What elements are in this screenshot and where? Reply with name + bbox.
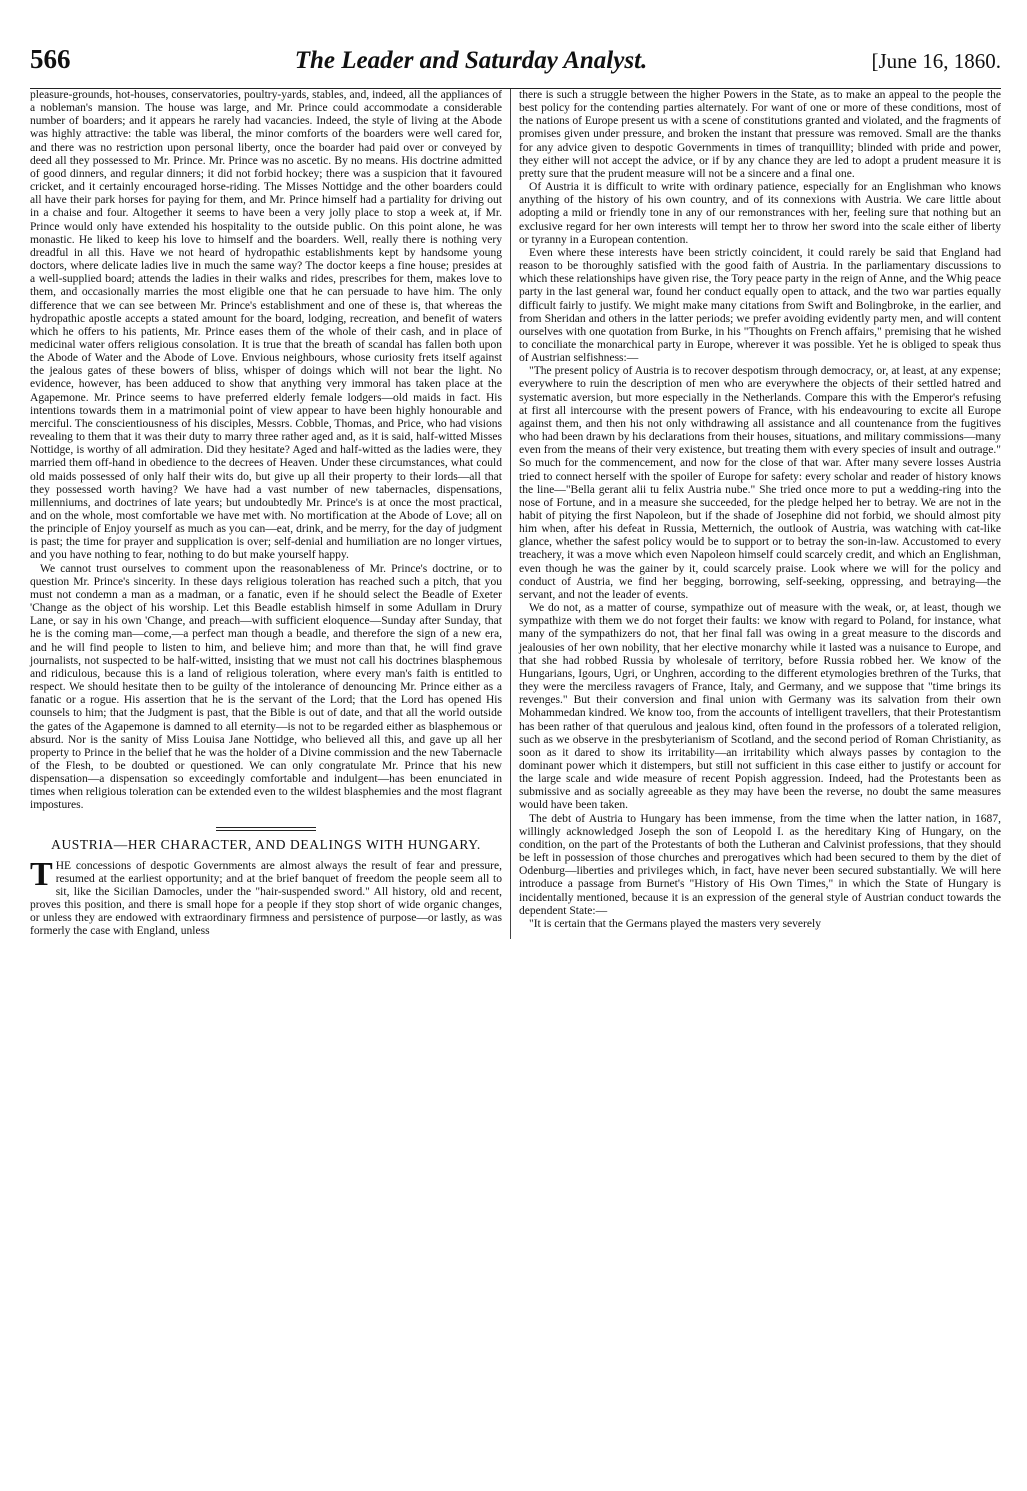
masthead (30, 44, 1001, 84)
quoted-paragraph: "It is certain that the Germans played the masters very severely (529, 917, 821, 930)
article-lead-paragraph (30, 855, 502, 939)
body-paragraph: We cannot trust ourselves to comment upon the reasonableness of Mr. Prince's doctrine, or to question Mr. Prince's sincerity. In these days religious toleration has reached such a pitch, that you must not condemn a man as a madman, or a fanatic, even if he should select the Beadle of Exeter 'Change as the object of his worship. Let this Beadle establish himself in some Adullam in Drury Lane, or say in his own 'Change, and preach—with sufficient eloquence—Sunday after Sunday, that he is the coming man—come,—a perfect man though a beadle, and therefore the sign of a new era, and he will find people to listen to him, and believe him; and more than that, he will find grave journalists, not suspected to be half-witted, insisting that we must not call his doctrines blasphemous and ridiculous, because this is a land of religious toleration, where every man's faith is entitled to respect. We should hesitate then to be guilty of the intolerance of denouncing Mr. Prince either as a fanatic or a rogue. His assertion that he is the servant of the Lord; that the Lord has opened His counsels to him; that the Judgment is past, that the Bible is out of date, and that all the world outside the gates of the Agapemone is damned to all eternity—is not to be regarded either as blasphemous or absurd. Nor is the sanity of Miss Louisa Jane Nottidge, who believed all this, and gave up all her property to Prince in the belief that he was the holder of a Divine commission and the new Tabernacle of the Flesh, to be doubted or questioned. We can only congratulate Mr. Prince that his new dispensation—a dispensation so exceedingly comfortable and indulgent—has been enunciated in times when religious toleration can be extended even to the wildest blasphemies and the most flagrant impostures. (30, 562, 502, 812)
article-lead-text: HE concessions of despotic Governments are almost always the result of fear and pressure, resumed at the earliest opportunity; and at the brief banquet of freedom the people seem all to sit, like the Sicilian Damocles, under the "hair-suspended sword." All history, old and recent, proves this position, and there is small hope for a people if they stop short of wide organic changes, or unless they are endowed with extraordinary firmness and persistence of purpose—or lastly, as was formerly the case with England, unless (30, 859, 502, 938)
issue-date: [June 16, 1860. (871, 49, 1001, 73)
body-paragraph: Of Austria it is difficult to write with ordinary patience, especially for an Englishman who knows anything of the history of his own country, and of its connexions with Austria. We care little about adopting a mild or friendly tone in any of our remonstrances with her, feeling sure that nothing but an exclusive regard for her own interests will tempt her to throw her sword into the scale either of liberty or tyranny in a European contention. (519, 181, 1001, 246)
body-paragraph: Even where these interests have been strictly coincident, it could rarely be said that England had reason to be thoroughly satisfied with the good faith of Austria. In the parliamentary discussions to which these relationships have given rise, the Tory peace party in the reign of Anne, and the Whig peace party in the last general war, found her conduct equally open to attack, and the two war parties equally difficult fairly to justify. We might make many citations from Swift and Bolingbroke, in the earlier, and from Sheridan and others in the latter periods; we prefer avoiding evidently party men, and will content ourselves with one quotation from Burke, in his "Thoughts on French affairs," premising that he wished to conciliate the monarchical party in Europe, wherever it was possible. Yet he is obliged to speak thus of Austrian selfishness:— (519, 246, 1001, 365)
body-paragraph: pleasure-grounds, hot-houses, conservatories, poultry-yards, stables, and, indeed, all the appliances of a nobleman's mansion. The house was large, and Mr. Prince could accommodate a considerable number of boarders; and it appears he rarely had vacancies. Indeed, the style of living at the Abode was highly attractive: the table was liberal, the minor comforts of the boarders were well cared for, and there was no restriction upon personal liberty, once the boarder had paid over or conveyed by deed all they possessed to Mr. Prince. Mr. Prince was no ascetic. By no means. His doctrine admitted of good dinners, and regular dinners; it did not forbid hockey; there was a suspicion that it favoured cricket, and it certainly encouraged horse-riding. The Misses Nottidge and the other boarders could all have their park horses for paying for them, and Mr. Prince himself had a partiality for driving out in a chaise and four. Altogether it seems to have been a very jolly place to stop a week at, if Mr. Prince would only have extended his hospitality to the outside public. On this point alone, he was monastic. He liked to keep his love to himself and the boarders. Well, really there is nothing very dreadful in all this. Have we not heard of hydropathic establishments kept by handsome young doctors, where delicate ladies live in much the same way? The doctor keeps a fine house; presides at a well-supplied board; attends the ladies in their walks and rides, prescribes for them, makes love to them, and occasionally marries the most eligible one that he can persuade to have him. The only difference that we can see between Mr. Prince's establishment and one of these is, that whereas the hydropathic apostle accepts a stated amount for the board, lodging, recreation, and benefit of waters which he offers to his patients, Mr. Prince eases them of the whole of their cash, and in place of medicinal water offers religious consolation. It is true that the breath of scandal has fallen both upon the Abode of Water and the Abode of Love. Envious neighbours, whose curiosity frets itself against the jealous gates of these bowers of bliss, whisper of doings which will not bear the light. No evidence, however, has been adduced to show that anything very immoral has taken place at the Agapemone. Mr. Prince seems to have preferred elderly female lodgers—old maids in fact. His intentions towards them in a matrimonial point of view appear to have been highly honourable and merciful. The conscientiousness of his disciples, Messrs. Cobble, Thomas, and Price, who had visions revealing to them that it was their duty to marry three rather aged and, as it is said, half-witted Misses Nottidge, is worthy of all admiration. Did they hesitate? Aged and half-witted as the ladies were, they married them off-hand in obedience to the decrees of Heaven. Under these circumstances, what could old maids possessed of only half their wits do, but give up all their property to their lords—all that they possessed worth having? We have had a vast number of new tabernacles, dispensations, millenniums, and doctrines of late years; but undoubtedly Mr. Prince's is at once the most practical, and on the whole, most comfortable we have met with. No mortification at the Abode of Love; all on the principle of Enjoy yourself as much as you can—eat, drink, and be merry, for the day of judgment is past; the time for prayer and supplication is over; self-denial and humiliation are no longer virtues, and you have nothing to fear, nothing to do but make yourself happy. (30, 89, 502, 562)
right-column (510, 89, 1001, 939)
left-column (30, 89, 510, 939)
page-number: 566 (30, 44, 71, 74)
body-paragraph: there is such a struggle between the higher Powers in the State, as to make an appeal to the people the best policy for the contending parties alternately. For want of one or more of these conditions, most of the nations of Europe present us with a scene of constitutions granted and violated, and the fragments of promises given under pressure, and broken the instant that pressure was removed. Small are the thanks for any advice given to despotic Governments in times of tranquillity; blinded with pride and power, they either will not accept the advice, or if by any chance they are led to adopt a prudent measure it is pretty sure that the prudent measure will not be a sincere and a final one. (519, 89, 1001, 180)
body-paragraph: The debt of Austria to Hungary has been immense, from the time when the latter nation, in 1687, willingly acknowledged Joseph the son of Leopold I. as the hereditary King of Hungary, on the condition, on the part of the Protestants of both the Lutheran and Calvinist professions, that they should be left in possession of those churches and prerogatives which had been secured to them by the diet of Odenburg—liberties and privileges which, in fact, have never been secured substantially. We will here introduce a passage from Burnet's "History of His Own Times," in which the State of Hungary is incidentally mentioned, because it is an expression of the general style of Austrian conduct towards the dependent State:— (519, 812, 1001, 917)
body-paragraph: We do not, as a matter of course, sympathize out of measure with the weak, or, at least, though we sympathize with them we do not forget their faults: we know with regard to Poland, for instance, what many of the sympathizers do not, that her final fall was owing in a great measure to the discords and jealousies of her own nobility, that her elective monarchy while it lasted was a nuisance to Europe, and that she had robbed Russia by wholesale of territory, before Russia robbed her. We know of the Hungarians, Igours, Ugri, or Unghren, according to the different etymologies brethren of the Turks, that they were the merciless ravagers of France, Italy, and Germany, and we suppose that "time brings its revenges." But their conversion and final union with Germany was its salvation from their own Mohammedan kindred. We know too, from the accounts of intelligent travellers, that their Protestantism has been rather of that querulous and jealous kind, often found in the professors of a tolerated religion, such as we observe in the presbyterianism of Scotland, and the second period of Roman Christianity, as soon as it dared to show its irritability—an irritability which always passes by contagion to the dominant power which it distempers, but still not sufficient in this case either to justify or account for the large scale and wide measure of recent Popish aggression. Indeed, had the Protestants been as submissive and as socially agreeable as they may have been the reverse, no doubt the same measures would have been taken. (519, 602, 1001, 812)
drop-cap: T (30, 855, 53, 893)
quoted-paragraph: "The present policy of Austria is to recover despotism through democracy, or, at least, at any expense; everywhere to ruin the description of men who are everywhere the objects of their settled hatred and systematic aversion, but more especially in the Netherlands. Compare this with the Emperor's refusing at first all intercourse with the present powers of France, with his endeavouring to excite all Europe against them, and then his not only withdrawing all assistance and all countenance from the fugitives who had been drawn by his declarations from their houses, situations, and military commissions—many even from the means of their very existence, but treating them with every species of insult and outrage." So much for the commencement, and now for the close of that war. After many severe losses Austria tried to connect herself with the spoiler of Europe for safety: every scholar and reader of history knows the line—"Bella gerant alii tu felix Austria nube." She tried once more to put a wedding-ring into the nose of Fortune, and in a measure she succeeded, for the pledge helped her to betray. We are not in the habit of pitying the first Napoleon, but if the shade of Josephine did not forbid, we should almost pity him when, after his defeat in Russia, Metternich, the outlook of Austria, was watching with cat-like glance, whether the safest policy would be to support or to betray the son-in-law. Accustomed to every treachery, it was a move which even Napoleon himself could scarcely credit, and which an Englishman, even though he was the gainer by it, could scarcely praise. Look where we will for the policy and conduct of Austria, we find her begging, borrowing, self-seeking, oppressing, and betraying—the servant, and not the leader of events. (519, 365, 1001, 601)
publication-title: The Leader and Saturday Analyst. (294, 47, 648, 74)
article-divider (216, 827, 316, 831)
columns (30, 89, 1001, 939)
article-heading: AUSTRIA—HER CHARACTER, AND DEALINGS WITH HUNGARY. (51, 836, 481, 852)
